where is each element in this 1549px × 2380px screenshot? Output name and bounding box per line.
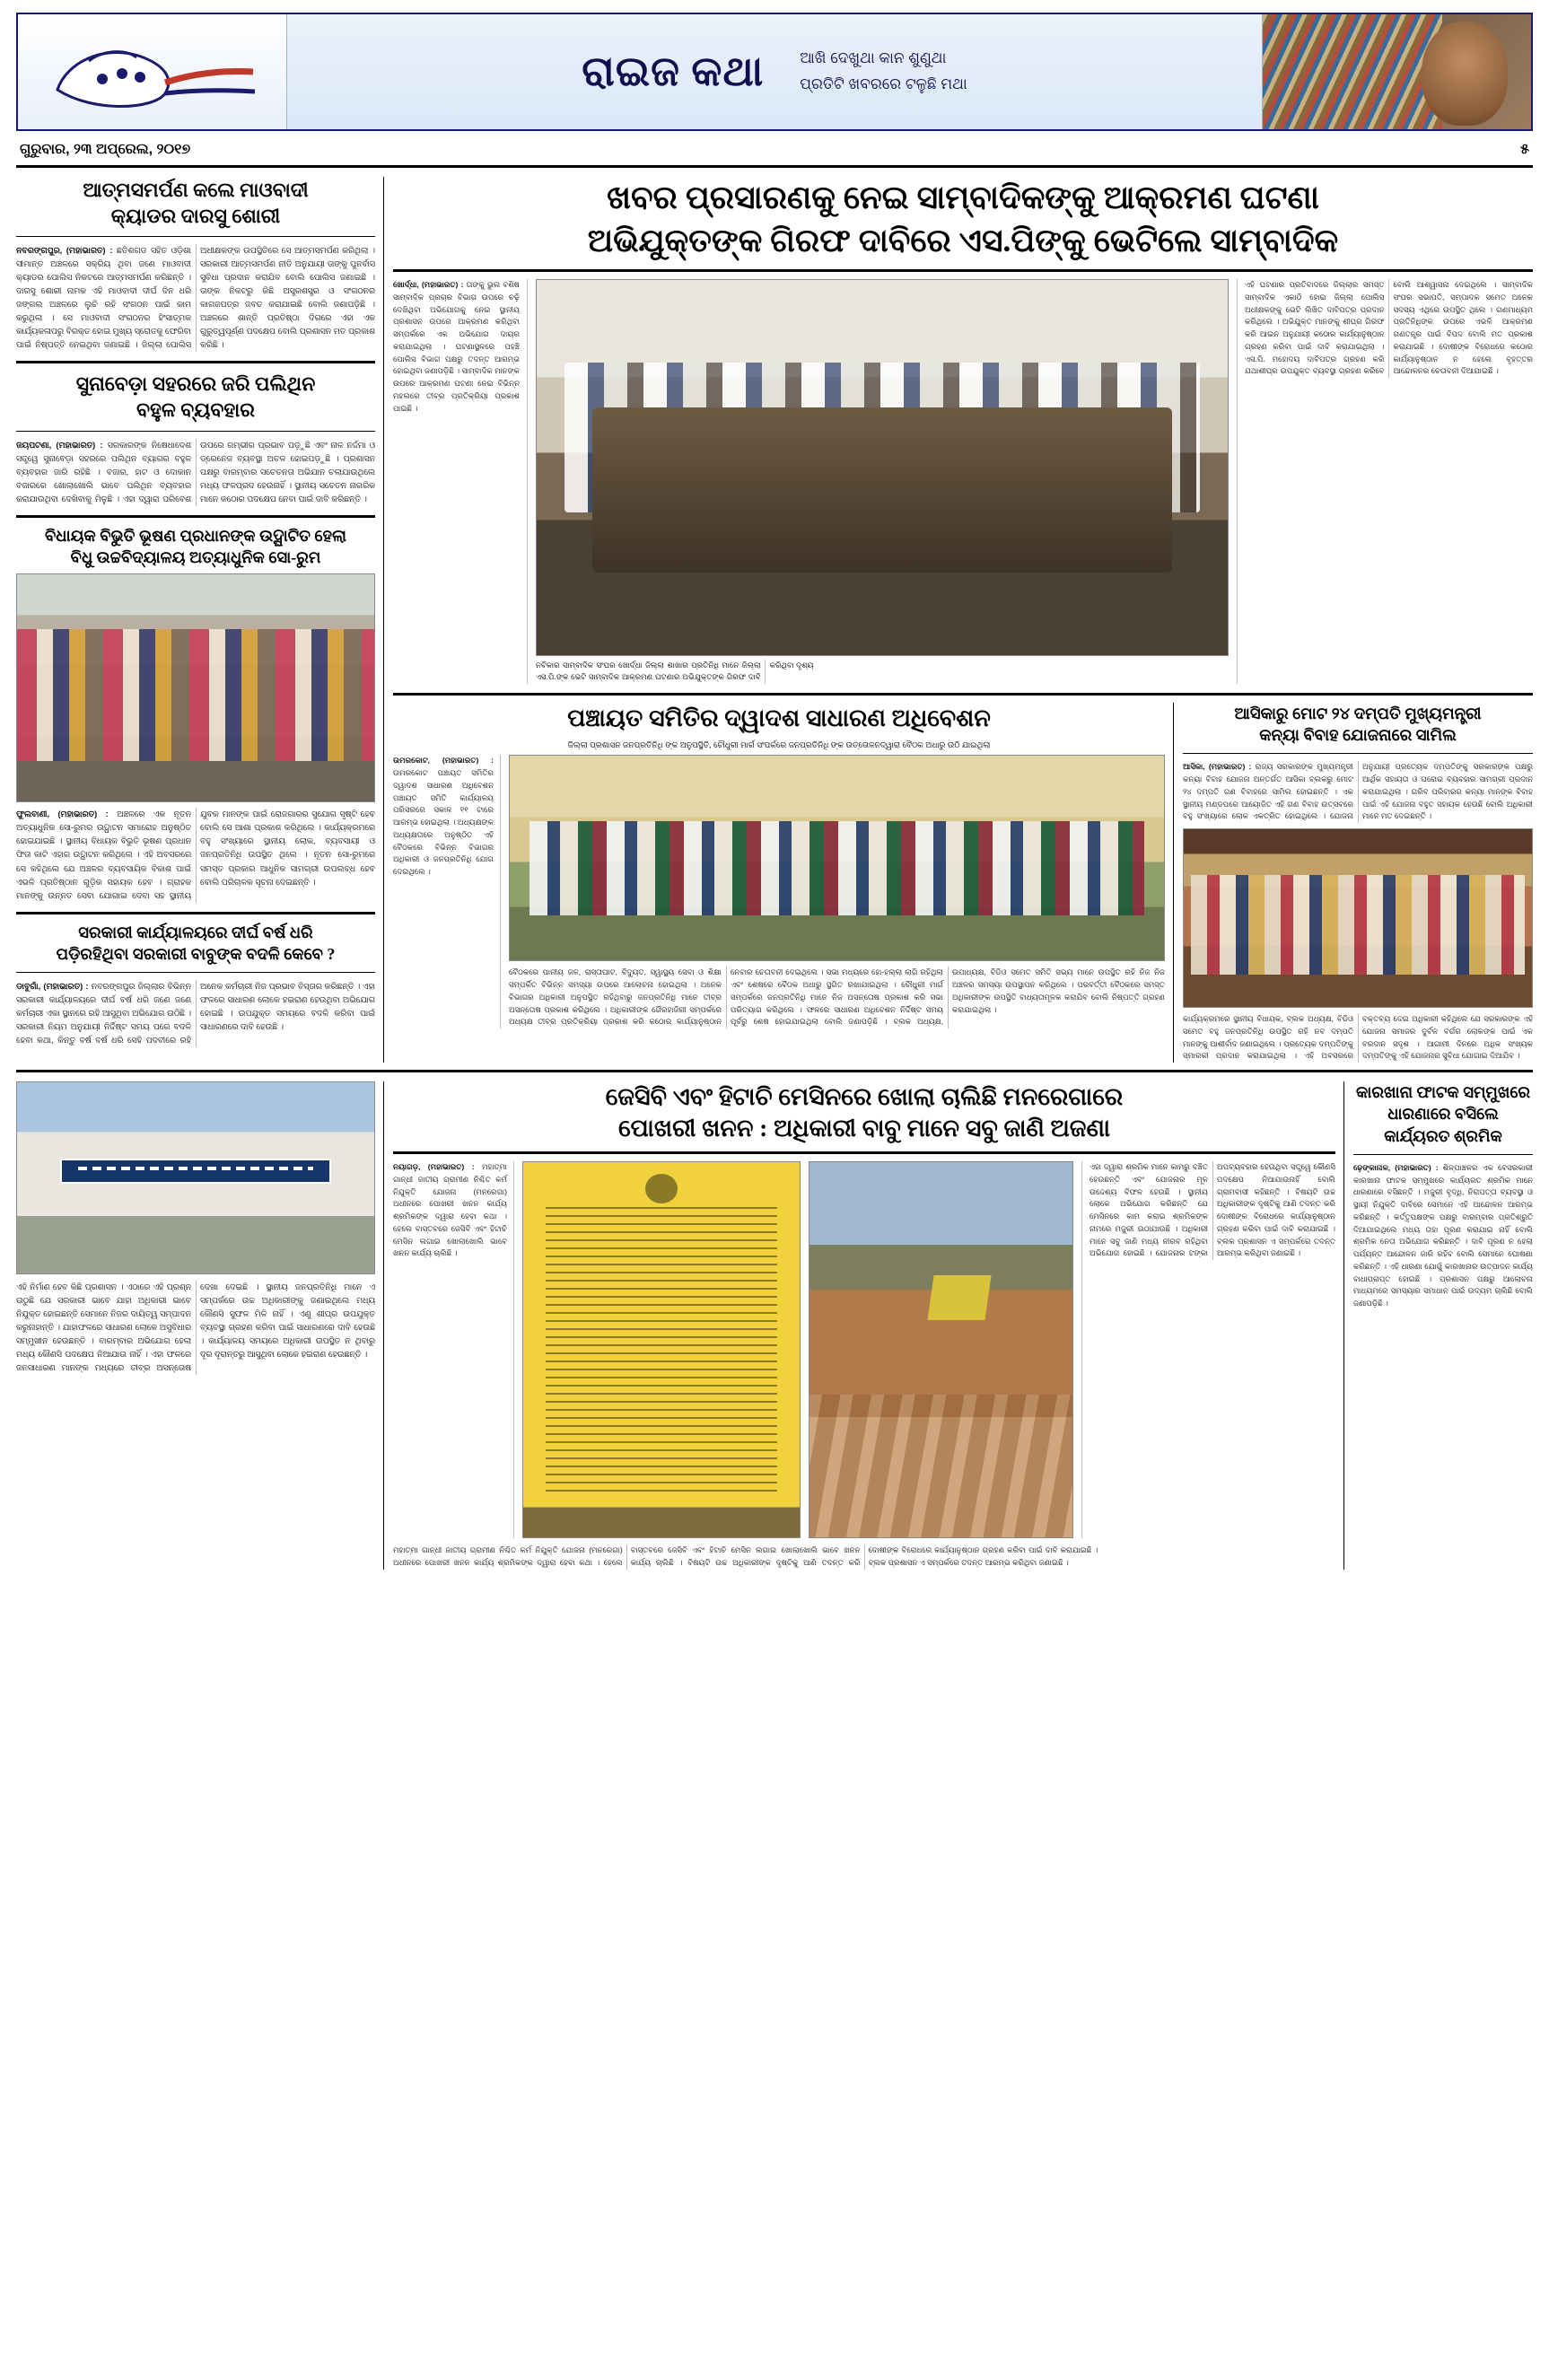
story-transfer-headline: [16, 922, 375, 966]
jcb-text-right: [1081, 1161, 1335, 1538]
jcb-main: [393, 1081, 1344, 1570]
mass-marriage-photo: [1183, 828, 1533, 1008]
panchayat-photo-block: [509, 755, 1165, 1028]
headline-line-1: ଜେସିବି ଏବଂ ହିଟାଚି ମେସିନରେ ଖୋଲା ଚାଲିଛି ମନରେଗାରେ: [605, 1083, 1124, 1110]
story-dateline: ନବରଙ୍ଗପୁର, (ମହାଭାରତ) :: [16, 246, 113, 256]
headline-line-2: ପଡ଼ିରହିଥିବା ସରକାରୀ ବାବୁଙ୍କ ବଦଳି କେବେ ?: [56, 944, 336, 963]
panchayat-dateline: ଉମରକୋଟ, (ମହାଭାରତ) :: [393, 756, 494, 766]
panchayat-samiti-office-photo: [16, 1081, 375, 1274]
main-column: [393, 177, 1533, 1063]
marriage-paragraph-4: ଏହି ଅବସରରେ ବକ୍ତବ୍ୟ ଦେଇ ଅଧିକାରୀ କହିଥିଲେ ଯେ ସରକାରଙ୍କ ଏହି ଯୋଜନା ସମାଜର ଦୁର୍ବଳ ବର୍ଗର ଲୋକଙ୍କ ପାଇଁ ଏକ ବରଦାନ ସଦୃଶ । ଆଗାମୀ ଦିନରେ ଅଧିକ ସଂଖ୍ୟକ ଦମ୍ପତିଙ୍କୁ ଏହି ଯୋଜନାର ସୁବିଧା ଯୋଗାଇ ଦିଆଯିବ ।: [1304, 1014, 1533, 1061]
jcb-paragraph-3: ଅଧିକାରୀ ମାନେ ସବୁ ଜାଣି ମଧ୍ୟ ନୀରବ ରହିଥିବା ଅଭିଯୋଗ ହୋଇଛି । ଯୋଜନାର ଟଙ୍କା ଅପବ୍ୟବହାର ହେଉଥିବା ସତ୍ତ୍ୱେ କୌଣସି ପଦକ୍ଷେପ ନିଆଯାଉନାହିଁ ବୋଲି ଗ୍ରାମବାସୀ କହିଛନ୍ତି ।: [1090, 1162, 1335, 1258]
workers-headline: [1353, 1081, 1533, 1147]
lead-dateline: ଖୋର୍ଦ୍ଧା, (ମହାଭାରତ) :: [393, 280, 464, 290]
ribbon-cutting-photo: [16, 573, 375, 802]
panchayat-paragraph-5: ବ୍ଲକ ଅଧ୍ୟକ୍ଷ, ଉପାଧ୍ୟକ୍ଷ, ବିଡିଓ ସମେତ ସମିତି ସଭ୍ୟ ମାନେ ଉପସ୍ଥିତ ରହି ନିଜ ନିଜ ଅଞ୍ଚଳର ସମସ୍ୟା ଉପସ୍ଥାପନ କରିଥିଲେ । ପରବର୍ତ୍ତୀ ବୈଠକରେ ସମସ୍ତ ଅଧିକାରୀଙ୍କ ଉପସ୍ଥିତି ବାଧ୍ୟତାମୂଳକ କରାଯିବ ବୋଲି ନିଷ୍ପତ୍ତି ଗ୍ରହଣ କରାଯାଇଥିଲା ।: [893, 967, 1165, 1027]
paper-title: ରାଇଜ କଥା: [582, 48, 765, 94]
story-transfer-body: [16, 980, 375, 1047]
upper-section: [16, 177, 1533, 1063]
sp-office-meeting-photo: [536, 279, 1229, 656]
story-polythene-body: [16, 439, 375, 506]
headline-line-1: ସରକାରୀ କାର୍ଯ୍ୟାଳୟରେ ଦୀର୍ଘ ବର୍ଷ ଧରି: [78, 923, 313, 941]
story-text: ନବରଙ୍ଗପୁର ଜିଲ୍ଲାର ବିଭିନ୍ନ ସରକାରୀ କାର୍ଯ୍ୟାଳୟରେ ଦୀର୍ଘ ବର୍ଷ ଧରି ଜଣେ ଜଣେ କର୍ମଚାରୀ ଏକା ସ୍ଥାନରେ ରହି ଆସୁଥିବା ଅଭିଯୋଗ ଉଠିଛି । ସରକାରୀ ନିୟମ ଅନୁଯାୟୀ ନିର୍ଦ୍ଦିଷ୍ଟ ସମୟ ପରେ ବଦଳି ହେବା କଥା, କିନ୍ତୁ ବର୍ଷ ବର୍ଷ ଧରି ସେହି ପଦବୀରେ ରହି ଅନେକ କର୍ମଚାରୀ ନିଜ ପ୍ରଭାବ ବିସ୍ତାର କରିଛନ୍ତି । ଏହା ଫଳରେ ସାଧାରଣ ଲୋକେ ହଇରାଣ ହେଉଥିବା ଅଭିଯୋଗ ହୋଇଛି । ଉପଯୁକ୍ତ ସମୟରେ ବଦଳି କରିବା ପାଇଁ ସାଧାରଣରେ ଦାବି ହେଉଛି ।: [16, 982, 375, 1046]
story-text: ଅଞ୍ଚଳରେ ଏକ ନୂତନ ଅତ୍ୟାଧୁନିକ ସୋ-ରୁମର ଉଦ୍ଘାଟନ ସମାରୋହ ଅନୁଷ୍ଠିତ ହୋଇଯାଇଛି । ସ୍ଥାନୀୟ ବିଧାୟକ ବିଭୁତି ଭୂଷଣ ପ୍ରଧାନ ଫିତା କାଟି ଏହାର ଉଦ୍ଘାଟନ କରିଥିଲେ । ଏହି ଅବସରରେ ସେ କହିଥିଲେ ଯେ ଅଞ୍ଚଳର ବ୍ୟବସାୟିକ ବିକାଶ ପାଇଁ ଏଭଳି ପ୍ରତିଷ୍ଠାନ ଗୁଡ଼ିକ ସହାୟକ ହେବ । ଗ୍ରାହକ ମାନଙ୍କୁ ଉନ୍ନତ ସେବା ଯୋଗାଇ ଦେବା ସହ ସ୍ଥାନୀୟ ଯୁବକ ମାନଙ୍କ ପାଇଁ ରୋଜଗାରର ସୁଯୋଗ ସୃଷ୍ଟି ହେବ ବୋଲି ସେ ଆଶା ପ୍ରକାଶ କରିଥିଲେ । କାର୍ଯ୍ୟକ୍ରମରେ ବହୁ ସଂଖ୍ୟାରେ ସ୍ଥାନୀୟ ଲୋକ, ବ୍ୟବସାୟୀ ଓ ଜନପ୍ରତିନିଧି ଉପସ୍ଥିତ ଥିଲେ । ନୂତନ ସୋ-ରୁମରେ ସମସ୍ତ ପ୍ରକାର ଆଧୁନିକ ସାମଗ୍ରୀ ଉପଲବ୍ଧ ହେବ ବୋଲି ପରିଚାଳକ ସୂଚନା ଦେଇଛନ୍ତି ।: [16, 809, 375, 900]
panchayat-paragraph-1: ଉମରକୋଟ ପଞ୍ଚାୟତ ସମିତିର ଦ୍ୱାଦଶ ସାଧାରଣ ଅଧିବେଶନ ପଞ୍ଚାୟତ ସମିତି କାର୍ଯ୍ୟାଳୟ ପରିସରରେ ସକାଳ ୧୧ ଟାରେ ଆରମ୍ଭ ହୋଇଥିଲା । ଅଧ୍ୟକ୍ଷଙ୍କ ଅଧ୍ୟକ୍ଷତାରେ ଅନୁଷ୍ଠିତ ଏହି ବୈଠକରେ ବିଭିନ୍ନ ବିଭାଗର ଅଧିକାରୀ ଓ ଜନପ୍ରତିନିଧି ଯୋଗ ଦେଇଥିଲେ ।: [393, 768, 494, 876]
jcb-paragraph-2: ଏହା ଦ୍ୱାରା ଶ୍ରମିକ ମାନେ କାମରୁ ବଞ୍ଚିତ ହେଉଛନ୍ତି ଏବଂ ଯୋଜନାର ମୂଳ ଉଦ୍ଦେଶ୍ୟ ବିଫଳ ହେଉଛି । ସ୍ଥାନୀୟ ଲୋକେ ଅଭିଯୋଗ କରିଛନ୍ତି ଯେ ମେସିନରେ କାମ କରାଇ ଶ୍ରମିକଙ୍କ ନାମରେ ମଜୁରୀ ଉଠାଯାଉଛି ।: [1090, 1162, 1208, 1233]
panchayat-paragraph-4: ଚୌଧୁରୀ ମାର୍ଗ ସମ୍ପର୍କରେ ଜନପ୍ରତିନିଧି ମାନେ ନିଜ ଅସନ୍ତୋଷ ପ୍ରକାଶ କରି ସଭା ପରିତ୍ୟାଗ କରିଥିଲେ । ଫଳରେ ସାଧାରଣ ଅଧିବେଶନ ନିର୍ଦ୍ଦିଷ୍ଟ ସମୟ ପୂର୍ବରୁ ଶେଷ ହୋଇଯାଇଥିଲା ବୋଲି ଜଣାପଡ଼ିଛି ।: [731, 980, 944, 1027]
headline-line-1: କାରଖାନା ଫାଟକ ସମ୍ମୁଖରେ: [1355, 1083, 1531, 1101]
jcb-continued-2: ବିଷୟଟି ଉଚ୍ଚ ଅଧିକାରୀଙ୍କ ଦୃଷ୍ଟିକୁ ଆଣି ତଦନ୍ତ କରି ଦୋଷୀଙ୍କ ବିରୋଧରେ କାର୍ଯ୍ୟାନୁଷ୍ଠାନ ଗ୍ରହଣ କରିବା ପାଇଁ ଦାବି କରାଯାଇଛି । ବ୍ଲକ ପ୍ରଶାସନ ଏ ସମ୍ପର୍କରେ ତଦନ୍ତ ଆରମ୍ଭ କରିଥିବା ଜଣାଇଛି ।: [687, 1545, 1098, 1567]
panchayat-samiti-group-photo: [509, 755, 1165, 961]
panchayat-paragraph-3: ଅଧିକାରୀଙ୍କ ଗୈରହାଜିରୀ ସମ୍ପର୍କରେ ଅଧ୍ୟକ୍ଷ ତୀବ୍ର ପ୍ରତିକ୍ରିୟା ପ୍ରକାଶ କରି କଠୋର କାର୍ଯ୍ୟାନୁଷ୍ଠାନ ନେବାର ଚେତାବନୀ ଦେଇଥିଲେ । ସଭା ମଧ୍ୟରେ ହୋ-ହଲ୍ଲା ଲାଗି ରହିଥିଲା ଏବଂ ଶେଷରେ ବୈଠକ ଅଧାରୁ ସ୍ଥଗିତ ରଖାଯାଇଥିଲା ।: [509, 967, 943, 1027]
lead-paragraph-4: ଗଣମାଧ୍ୟମ ପ୍ରତିନିଧିଙ୍କ ଉପରେ ଏଭଳି ଆକ୍ରମଣ ଗଣତନ୍ତ୍ର ପାଇଁ ବିପଦ ବୋଲି ମତ ପ୍ରକାଶ କରାଯାଇଛି । ଦୋଷୀଙ୍କ ବିରୋଧରେ କଠୋର କାର୍ଯ୍ୟାନୁଷ୍ଠାନ ନ ହେଲେ ବୃହତ୍ତର ଆନ୍ଦୋଳନର ଚେତାବନୀ ଦିଆଯାଇଛି ।: [1393, 304, 1533, 376]
marriage-dateline: ଆସିକା, (ମହାଭାରତ) :: [1183, 762, 1252, 772]
tribal-child-portrait: [1422, 22, 1508, 126]
lead-paragraph-1: ତାଙ୍କୁ ଭୁଲ ବଶିଷ ସାମ୍ବାଦିକ ପ୍ରଚାର ବିଭାଗ ଉପରେ ଚଢ଼ି ଦେଖିଥିବା ଅଭିଯୋଗକୁ ନେଇ ସ୍ଥାନୀୟ ପ୍ରଶାସନ ଉପରେ ଆକ୍ରମଣ କରିଥିବା ସମ୍ପର୍କରେ ଏକ ଅଭିଯୋଗ ଦାୟର କରାଯାଇଥିଲା । ଘଟଣାସ୍ଥଳରେ ପହଞ୍ଚି ପୋଲିସ ବିଭାଗ ପକ୍ଷରୁ ତଦନ୍ତ ଆରମ୍ଭ ହୋଇଥିବା ଜଣାପଡ଼ିଛି । ସାମ୍ବାଦିକ ମାନଙ୍କ ଉପରେ ଆକ୍ରମଣ ଘଟଣା ନେଇ ବିଭିନ୍ନ ମହଲରେ ତୀବ୍ର ପ୍ରତିକ୍ରିୟା ପ୍ରକାଶ ପାଇଛି ।: [393, 280, 520, 413]
headline-line-1: ସୁନାବେଡ଼ା ସହରରେ ଜରି ପଲିଥିନ: [75, 372, 316, 396]
office-story: [16, 1081, 384, 1570]
left-column: [16, 177, 384, 1063]
jcb-headline: [393, 1081, 1335, 1144]
story-maoist-body: [16, 244, 375, 352]
page-number: ୫: [1520, 142, 1529, 157]
jcb-paragraph-1: ମହାତ୍ମା ଗାନ୍ଧୀ ଜାତୀୟ ଗ୍ରାମୀଣ ନିଶ୍ଚିତ କର୍ମ ନିଯୁକ୍ତି ଯୋଜନା (ମନରେଗା) ଅଧୀନରେ ପୋଖରୀ ଖନନ କାର୍ଯ୍ୟ ଶ୍ରମିକଙ୍କ ଦ୍ୱାରା ହେବା କଥା । ହେଲେ ବାସ୍ତବରେ ଜେସିବି ଏବଂ ହିଟାଚି ମେସିନ ଲଗାଇ ଖୋଲାଖୋଲି ଭାବେ ଖନନ କାର୍ଯ୍ୟ ଚାଲିଛି ।: [393, 1162, 507, 1258]
marriage-paragraph-1: ରାଜ୍ୟ ସରକାରଙ୍କ ମୁଖ୍ୟମନ୍ତ୍ରୀ କନ୍ୟା ବିବାହ ଯୋଜନା ଅନ୍ତର୍ଗତ ଆସିକା ବ୍ଲକରୁ ମୋଟ ୨୪ ଦମ୍ପତି ଗଣ ବିବାହରେ ସାମିଲ ହୋଇଛନ୍ତି । ଏକ ସ୍ଥାନୀୟ ମଣ୍ଡପରେ ଆୟୋଜିତ ଏହି ଗଣ ବିବାହ ଉତ୍ସବରେ ବହୁ ସଂଖ୍ୟାରେ ଲୋକ ଏକତ୍ରିତ ହୋଇଥିଲେ ।: [1183, 762, 1354, 821]
headline-line-1: ଆତ୍ମସମର୍ପଣ କଲେ ମାଓବାଦୀ: [83, 179, 309, 201]
slogan-line-1: ଆଖି ଦେଖୁଥା କାନ ଶୁଣୁଥା: [800, 49, 947, 67]
pond-excavation-site-photo: [809, 1161, 1073, 1538]
jcb-paragraph-4: ବିଷୟଟି ଉଚ୍ଚ ଅଧିକାରୀଙ୍କ ଦୃଷ୍ଟିକୁ ଆଣି ତଦନ୍ତ କରି ଦୋଷୀଙ୍କ ବିରୋଧରେ କାର୍ଯ୍ୟାନୁଷ୍ଠାନ ଗ୍ରହଣ କରିବା ପାଇଁ ଦାବି କରାଯାଇଛି । ବ୍ଲକ ପ୍ରଶାସନ ଏ ସମ୍ପର୍କରେ ତଦନ୍ତ ଆରମ୍ଭ କରିଥିବା ଜଣାଇଛି ।: [1217, 1186, 1335, 1258]
office-story-text: ଏହି ନିର୍ମାଣ ହେବ କିଛି ପ୍ରଶାସନ । ଏଠାରେ ଏହି ପ୍ରଶ୍ନ ଉଠୁଛି ଯେ ସରକାରୀ ଭାବେ ଯାହା ଅଧିକାରୀ ଭାବେ ନିଯୁକ୍ତ ହୋଇଛନ୍ତି ସେମାନେ ନିଜର ଦାୟିତ୍ୱ ସମ୍ପାଦନ କରୁନାହାନ୍ତି । ଯାହାଫଳରେ ସାଧାରଣ ଲୋକେ ଅସୁବିଧାର ସମ୍ମୁଖୀନ ହେଉଛନ୍ତି । ବାରମ୍ବାର ଅଭିଯୋଗ ହେଲା ମଧ୍ୟ କୌଣସି ପଦକ୍ଷେପ ନିଆଯାଉ ନାହିଁ । ଏହା ଫଳରେ ଜନସାଧାରଣ ମାନଙ୍କ ମଧ୍ୟରେ ତୀବ୍ର ଅସନ୍ତୋଷ ଦେଖା ଦେଇଛି । ସ୍ଥାନୀୟ ଜନପ୍ରତିନିଧି ମାନେ ଏ ସମ୍ପର୍କରେ ଉଚ୍ଚ ଅଧିକାରୀଙ୍କୁ ଜଣାଇଥିଲେ ମଧ୍ୟ କୌଣସି ସୁଫଳ ମିଳି ନାହିଁ । ଏଣୁ ଶୀଘ୍ର ଉପଯୁକ୍ତ ବ୍ୟବସ୍ଥା ଗ୍ରହଣ କରିବା ପାଇଁ ସାଧାରଣରେ ଦାବି ହେଉଛି । କାର୍ଯ୍ୟାଳୟ ସମୟରେ ଅଧିକାରୀ ଉପସ୍ଥିତ ନ ଥିବାରୁ ଦୂର ଦୂରାନ୍ତରୁ ଆସୁଥିବା ଲୋକେ ହଇରାଣ ହେଉଛନ୍ତି ।: [16, 1282, 375, 1373]
beads-decoration: [1263, 14, 1442, 129]
panchayat-sub-caption: ଜିଲ୍ଲା ପ୍ରଶାସନ ଜନପ୍ରତିନିଧି ଙ୍କ ଅନୁପସ୍ଥିତି, ଚୌଧୁରୀ ମାର୍ଗ ସଂପର୍କରେ ଜନପ୍ରତିନିଧି ଙ୍କ ଉତ୍ତୋଳନଦ୍ୱାରା ବୈଠକ ଅଧାରୁ ଉଠି ଯାଇଥିଲା: [567, 739, 991, 749]
jcb-story: [393, 1081, 1533, 1570]
jcb-dateline: ନୟାଗଡ଼, (ମହାଭାରତ) :: [393, 1162, 475, 1172]
headline-line-2: ବିଧୁ ଉଚ୍ଚବିଦ୍ୟାଳୟ ଅତ୍ୟାଧୁନିକ ସୋ-ରୁମ: [70, 548, 321, 567]
jcb-site-photo-block: [809, 1161, 1073, 1538]
publication-date: ଗୁରୁବାର, ୨୩ ଅପ୍ରେଲ, ୨୦୧୭: [20, 142, 191, 157]
headline-line-1: ଆସିକାରୁ ମୋଟ ୨୪ ଦମ୍ପତି ମୁଖ୍ୟମନ୍ତ୍ରୀ: [1234, 704, 1482, 722]
story-showroom-headline: [16, 525, 375, 569]
lead-text-right: [1237, 279, 1533, 684]
mgnrega-project-board-photo: [522, 1161, 801, 1538]
workers-story: [1353, 1081, 1533, 1570]
lead-story: [393, 177, 1533, 684]
story-polythene-headline: [16, 371, 375, 423]
story-maoist-surrender: [16, 177, 375, 352]
workers-body: [1353, 1162, 1533, 1310]
story-text: ଛତିଶଗଡ ସହିତ ଓଡ଼ିଶା ସୀମାନ୍ତ ଅଞ୍ଚଳରେ ସକ୍ରିୟ ଥିବା ଜଣେ ମାଓବାଦୀ କ୍ୟାଡର ପୋଲିସ ନିକଟରେ ଆତ୍ମସମର୍ପଣ କରିଛନ୍ତି । ଦାରସୁ ଶୋରୀ ନାମକ ଏହି ମାଓବାଦୀ ଦୀର୍ଘ ଦିନ ଧରି ଜଙ୍ଗଲ ଅଞ୍ଚଳରେ ଲୁଚି ରହି ସଂଗଠନ ପାଇଁ କାମ କରୁଥିଲା । ସେ ମାଓବାଦୀ ସଂଗଠନର ହିଂସାତ୍ମକ କାର୍ଯ୍ୟକଳାପରୁ ବିରକ୍ତ ହୋଇ ମୁଖ୍ୟ ସ୍ରୋତକୁ ଫେରିବା ପାଇଁ ନିଷ୍ପତ୍ତି ନେଇଥିବା ଜଣାଇଛି । ଜିଲ୍ଲା ପୋଲିସ ଅଧୀକ୍ଷକଙ୍କ ଉପସ୍ଥିତିରେ ସେ ଆତ୍ମସମର୍ପଣ କରିଥିଲା । ସରକାରୀ ଆତ୍ମସମର୍ପଣ ନୀତି ଅନୁଯାୟୀ ତାଙ୍କୁ ପୁନର୍ବାସ ସୁବିଧା ପ୍ରଦାନ କରାଯିବ ବୋଲି ପୋଲିସ ଜଣାଇଛି । ତାଙ୍କ ନିକଟରୁ କିଛି ଅସ୍ତ୍ରଶସ୍ତ୍ର ଓ ସଂଗଠନର କାଗଜପତ୍ର ଜବତ କରାଯାଇଛି ବୋଲି ଜଣାପଡ଼ିଛି । ଅଞ୍ଚଳରେ ଶାନ୍ତି ପ୍ରତିଷ୍ଠା ଦିଗରେ ଏହା ଏକ ଗୁରୁତ୍ୱପୂର୍ଣ୍ଣ ପଦକ୍ଷେପ ବୋଲି ପ୍ରଶାସନ ମତ ପ୍ରକାଶ କରିଛି ।: [16, 246, 375, 350]
lead-paragraph-3: ଏସ.ପି. ମହୋଦୟ ଦାବିପତ୍ର ଗ୍ରହଣ କରି ଯଥାଶୀଘ୍ର ଉପଯୁକ୍ତ ବ୍ୟବସ୍ଥା ଗ୍ରହଣ କରିବେ ବୋଲି ଆଶ୍ୱାସନା ଦେଇଥିଲେ । ସାମ୍ବାଦିକ ସଂଘର ସଭାପତି, ସମ୍ପାଦକ ସମେତ ଅନେକ ସଦସ୍ୟ ଏଥିରେ ଉପସ୍ଥିତ ଥିଲେ ।: [1245, 280, 1533, 376]
lead-headline: [393, 177, 1533, 262]
paper-slogan: [800, 46, 967, 98]
story-dateline: ଜୟପଟଣା, (ମହାଭାରତ) :: [16, 440, 103, 450]
lead-photo-caption: ନବିକାର ସାମ୍ବାଦିକ ସଂଘର ଖୋର୍ଦ୍ଧା ଜିଲ୍ଲା ଶାଖାର ପ୍ରତିନିଧି ମାନେ ଜିଲ୍ଲା ଏସ.ପି.ଙ୍କ ଭେଟି ସାମ୍ବାଦିକ ଆକ୍ରମଣ ଘଟଣାର ଅଭିଯୁକ୍ତଙ୍କ ଗିରଫ ଦାବି କରିଥିବା ଦୃଶ୍ୟ: [536, 661, 814, 682]
story-text: ସରକାରଙ୍କ ନିଷେଧାଦେଶ ସତ୍ତ୍ୱେ ସୁନାବେଡ଼ା ସହରରେ ପଲିଥିନ ବ୍ୟାଗର ବହୁଳ ବ୍ୟବହାର ଜାରି ରହିଛି । ବଜାର, ହାଟ ଓ ଦୋକାନ ବଜାରରେ ଖୋଲାଖୋଲି ଭାବେ ପଲିଥିନ ବ୍ୟବହାର କରାଯାଉଥିବା ଦେଖିବାକୁ ମିଳୁଛି । ଏହା ଦ୍ୱାରା ପରିବେଶ ଉପରେ ଗମ୍ଭୀର ପ୍ରଭାବ ପଡ଼ୁଛି ଏବଂ ନାଳ ନର୍ଦ୍ଦମା ଓ ଡ୍ରେନେଜ ବ୍ୟବସ୍ଥା ଅଚଳ ହୋଇପଡ଼ୁଛି । ପ୍ରଶାସନ ପକ୍ଷରୁ ବାରମ୍ବାର ସଚେତନତା ଅଭିଯାନ ଚଲାଯାଉଥିଲେ ମଧ୍ୟ ଫଳପ୍ରଦ ହେଉନାହିଁ । ସ୍ଥାନୀୟ ସଚେତନ ନାଗରିକ ମାନେ କଠୋର ପଦକ୍ଷେପ ନେବା ପାଇଁ ଦାବି କରିଛନ୍ତି ।: [16, 440, 375, 503]
lead-photo-block: [536, 279, 1229, 684]
marriage-paragraph-3: କାର୍ଯ୍ୟକ୍ରମରେ ସ୍ଥାନୀୟ ବିଧାୟକ, ବ୍ଲକ ଅଧ୍ୟକ୍ଷ, ବିଡିଓ ସମେତ ବହୁ ଜନପ୍ରତିନିଧି ଉପସ୍ଥିତ ରହି ନବ ଦମ୍ପତି ମାନଙ୍କୁ ଆଶୀର୍ବାଦ ଜଣାଇଥିଲେ । ପ୍ରତ୍ୟେକ ଦମ୍ପତିଙ୍କୁ ସ୍ମାରକୀ ପ୍ରଦାନ କରାଯାଇଥିଲା ।: [1183, 1014, 1353, 1061]
story-showroom: [16, 525, 375, 903]
slogan-line-2: ପ୍ରତିଟି ଖବରରେ ଟଳୁଛି ମଥା: [800, 75, 967, 92]
story-polythene: [16, 371, 375, 505]
headline-line-2: ଅଭିଯୁକ୍ତଙ୍କ ଗିରଫ ଦାବିରେ ଏସ.ପିଙ୍କୁ ଭେଟିଲେ ସାମ୍ବାଦିକ: [587, 222, 1339, 258]
raised-fist-logo: [39, 27, 264, 120]
lead-text-left: [393, 279, 528, 684]
headline-line-1: ଖବର ପ୍ରସାରଣକୁ ନେଇ ସାମ୍ବାଦିକଙ୍କୁ ଆକ୍ରମଣ ଘଟଣା: [607, 179, 1319, 215]
headline-line-1: ବିଧାୟକ ବିଭୁତି ଭୂଷଣ ପ୍ରଧାନଙ୍କ ଉଦ୍ଘାଟିତ ହେଲା: [45, 526, 346, 545]
dateline-bar: [16, 136, 1533, 168]
story-maoist-headline: [16, 177, 375, 229]
jcb-bottom-text: [393, 1544, 1335, 1570]
headline-line-2: କ୍ୟାଡର ଦାରସୁ ଶୋରୀ: [110, 205, 281, 228]
headline-line-2: ପୋଖରୀ ଖନନ : ଅଧିକାରୀ ବାବୁ ମାନେ ସବୁ ଜାଣି ଅଜଣା: [617, 1115, 1111, 1142]
headline-line-2: ଧାରଣାରେ ବସିଲେ: [1387, 1105, 1499, 1124]
marriage-paragraph-2: ଯୋଜନା ଅନୁଯାୟୀ ପ୍ରତ୍ୟେକ ଦମ୍ପତିଙ୍କୁ ସରକାରଙ୍କ ପକ୍ଷରୁ ଆର୍ଥିକ ସହାୟତା ଓ ଘରୋଇ ବ୍ୟବହାର ସାମଗ୍ରୀ ପ୍ରଦାନ କରାଯାଇଥିଲା । ଗରିବ ପରିବାରର କନ୍ୟା ମାନଙ୍କ ବିବାହ ପାଇଁ ଏହି ଯୋଜନା ବହୁତ ସହାୟକ ହେଉଛି ବୋଲି ଅଧିକାରୀ ମାନେ ମତ ଦେଇଛନ୍ତି ।: [1329, 762, 1533, 821]
panchayat-headline: ପଞ୍ଚାୟତ ସମିତିର ଦ୍ୱାଦଶ ସାଧାରଣ ଅଧିବେଶନ: [567, 704, 991, 731]
masthead-portrait: [1262, 14, 1531, 129]
bottom-section: [16, 1081, 1533, 1570]
panchayat-text-left: [393, 755, 501, 1028]
jcb-continued-1: ମହାତ୍ମା ଗାନ୍ଧୀ ଜାତୀୟ ଗ୍ରାମୀଣ ନିଶ୍ଚିତ କର୍ମ ନିଯୁକ୍ତି ଯୋଜନା (ମନରେଗା) ଅଧୀନରେ ପୋଖରୀ ଖନନ କାର୍ଯ୍ୟ ଶ୍ରମିକଙ୍କ ଦ୍ୱାରା ହେବା କଥା । ହେଲେ ବାସ୍ତବରେ ଜେସିବି ଏବଂ ହିଟାଚି ମେସିନ ଲଗାଇ ଖୋଲାଖୋଲି ଭାବେ ଖନନ କାର୍ଯ୍ୟ ଚାଲିଛି ।: [393, 1545, 861, 1567]
office-name-board: [60, 1159, 331, 1184]
workers-text: ଶିଳ୍ପାଞ୍ଚଳର ଏକ ବେସରକାରୀ କାରଖାନା ଫାଟକ ସମ୍ମୁଖରେ କାର୍ଯ୍ୟରତ ଶ୍ରମିକ ମାନେ ଧାରଣାରେ ବସିଛନ୍ତି । ମଜୁରୀ ବୃଦ୍ଧି, ନିରାପତ୍ତା ବ୍ୟବସ୍ଥା ଓ ସ୍ଥାୟୀ ନିଯୁକ୍ତି ଦାବିରେ ସେମାନେ ଏହି ଆନ୍ଦୋଳନ ଆରମ୍ଭ କରିଛନ୍ତି । କର୍ତ୍ତୃପକ୍ଷଙ୍କ ପକ୍ଷରୁ ବାରମ୍ବାର ପ୍ରତିଶ୍ରୁତି ଦିଆଯାଇଥିଲେ ମଧ୍ୟ ତାହା ପୂରଣ କରାଯାଇ ନାହିଁ ବୋଲି ଶ୍ରମିକ ନେତା ଅଭିଯୋଗ କରିଛନ୍ତି । ଦାବି ପୂରଣ ନ ହେଲା ପର୍ଯ୍ୟନ୍ତ ଆନ୍ଦୋଳନ ଜାରି ରହିବ ବୋଲି ସେମାନେ ଘୋଷଣା କରିଛନ୍ତି । ଏହି ଧାରଣା ଯୋଗୁଁ କାରଖାନାର ଉତ୍ପାଦନ କାର୍ଯ୍ୟ ବାଧାପ୍ରାପ୍ତ ହୋଇଛି । ପ୍ରଶାସନ ପକ୍ଷରୁ ଆଲୋଚନା ମାଧ୍ୟମରେ ସମସ୍ୟାର ସମାଧାନ ପାଇଁ ଉଦ୍ୟମ ଚାଲିଛି ବୋଲି ଜଣାପଡ଼ିଛି ।: [1353, 1162, 1533, 1308]
story-showroom-body: [16, 808, 375, 902]
jcb-poster-photo-block: [522, 1161, 801, 1538]
panchayat-story: [393, 703, 1174, 1063]
lead-paragraph-2: ଏହି ଘଟଣାର ପ୍ରତିବାଦରେ ଜିଲ୍ଲାର ସମସ୍ତ ସାମ୍ବାଦିକ ଏକାଠି ହୋଇ ଜିଲ୍ଲା ପୋଲିସ ଅଧୀକ୍ଷକଙ୍କୁ ଭେଟି ଲିଖିତ ଦାବିପତ୍ର ପ୍ରଦାନ କରିଥିଲେ । ଅଭିଯୁକ୍ତ ମାନଙ୍କୁ ଶୀଘ୍ର ଗିରଫ କରି ଆଇନ ଅନୁଯାୟୀ କଠୋର କାର୍ଯ୍ୟାନୁଷ୍ଠାନ ଗ୍ରହଣ କରିବା ପାଇଁ ଦାବି କରାଯାଇଥିଲା ।: [1245, 280, 1385, 351]
marriage-headline: [1183, 703, 1533, 747]
story-dateline: ଫୁଲବାଣୀ, (ମହାଭାରତ) :: [16, 809, 109, 819]
office-story-body: [16, 1281, 375, 1375]
story-dateline: ଡାବୁଗାଁ, (ମହାଭାରତ) :: [16, 982, 89, 992]
masthead-title-area: [287, 14, 1262, 129]
marriage-story: [1183, 703, 1533, 1063]
headline-line-2: କନ୍ୟା ବିବାହ ଯୋଜନାରେ ସାମିଲ: [1259, 725, 1457, 744]
masthead: [16, 13, 1533, 131]
story-transfer: [16, 922, 375, 1048]
headline-line-3: କାର୍ଯ୍ୟରତ ଶ୍ରମିକ: [1384, 1126, 1502, 1145]
jcb-text-left: [393, 1161, 514, 1538]
workers-dateline: ଢ଼େଙ୍କାନାଳ, (ମହାଭାରତ) :: [1353, 1162, 1439, 1172]
masthead-logo-area: [18, 14, 287, 129]
panchayat-paragraph-2: ବୈଠକରେ ପାନୀୟ ଜଳ, ରାସ୍ତାଘାଟ, ବିଦ୍ୟୁତ, ସ୍ୱାସ୍ଥ୍ୟ ସେବା ଓ ଶିକ୍ଷା ସମ୍ପର୍କିତ ବିଭିନ୍ନ ସମସ୍ୟା ଉପରେ ଆଲୋଚନା ହୋଇଥିଲା । ଅନେକ ବିଭାଗର ଅଧିକାରୀ ଅନୁପସ୍ଥିତ ରହିଥିବାରୁ ଜନପ୍ରତିନିଧି ମାନେ ତୀବ୍ର ଅସନ୍ତୋଷ ପ୍ରକାଶ କରିଥିଲେ ।: [509, 967, 722, 1014]
headline-line-2: ବହୁଳ ବ୍ୟବହାର: [136, 398, 255, 422]
second-row: [393, 703, 1533, 1063]
